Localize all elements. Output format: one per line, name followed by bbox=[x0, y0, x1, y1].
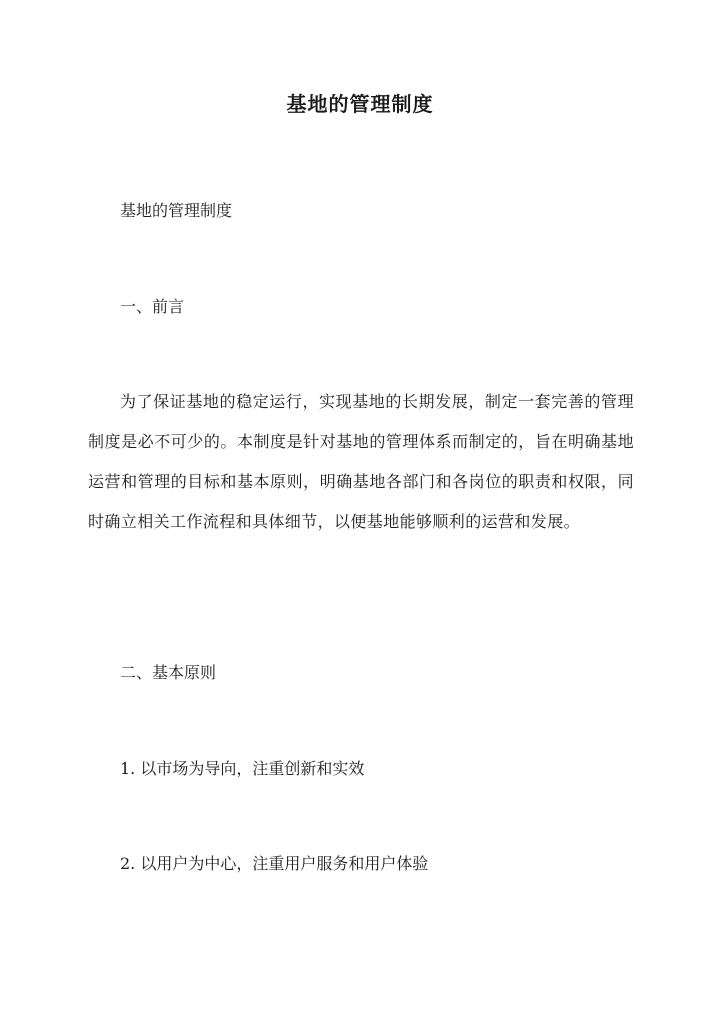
preface-paragraph: 为了保证基地的稳定运行，实现基地的长期发展，制定一套完善的管理制度是必不可少的。本制度是针对基地的管理体系而制定的，旨在明确基地运营和管理的目标和基本原则，明确基地各部门和各岗位的职责和权限，同时确立相关工作流程和具体细节，以便基地能够顺利的运营和发展。 bbox=[88, 392, 634, 531]
document-title: 基地的管理制度 bbox=[286, 92, 434, 116]
principle-item-1: 1. 以市场为导向，注重创新和实效 bbox=[120, 759, 365, 778]
section-heading-preface: 一、前言 bbox=[120, 297, 185, 316]
principle-item-2: 2. 以用户为中心，注重用户服务和用户体验 bbox=[120, 854, 429, 873]
document-subtitle: 基地的管理制度 bbox=[120, 201, 233, 220]
section-heading-principles: 二、基本原则 bbox=[120, 663, 217, 682]
